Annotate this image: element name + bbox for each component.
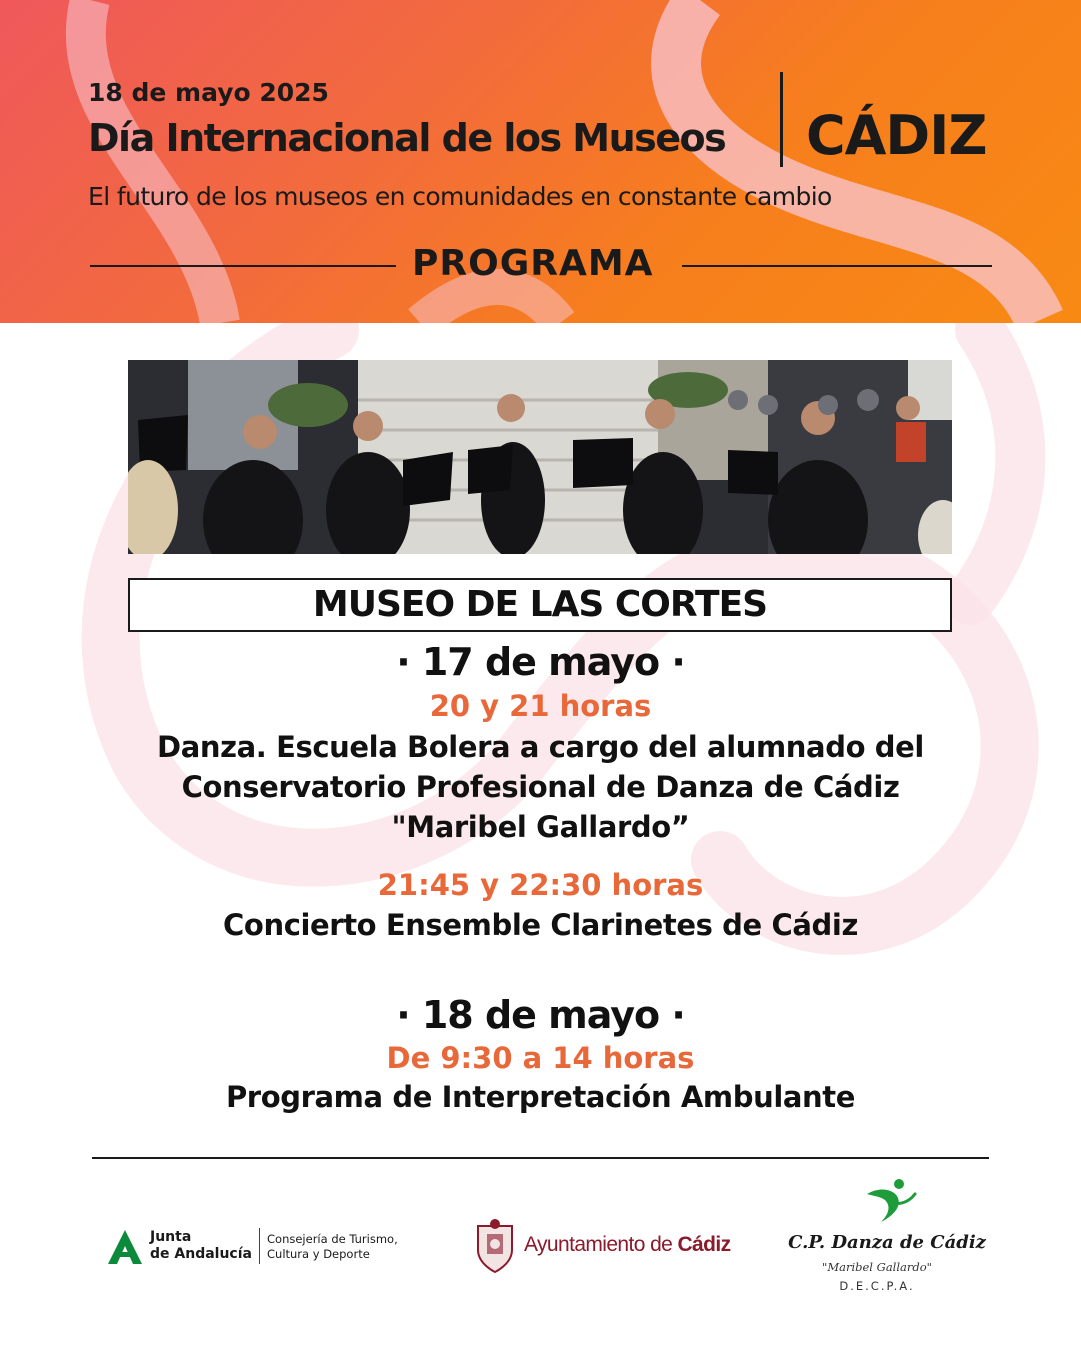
programa-heading: PROGRAMA bbox=[412, 243, 654, 284]
cp-danza-acronym: D.E.C.P.A. bbox=[839, 1279, 915, 1293]
day-heading: · 17 de mayo · bbox=[396, 640, 685, 684]
event-date: 18 de mayo 2025 bbox=[88, 78, 329, 107]
page-subtitle: El futuro de los museos en comunidades en constante cambio bbox=[88, 182, 832, 211]
day-heading: · 18 de mayo · bbox=[396, 993, 685, 1037]
event-time: De 9:30 a 14 horas bbox=[386, 1041, 695, 1075]
junta-name: de Andalucía bbox=[150, 1246, 252, 1262]
event-description: "Maribel Gallardo” bbox=[391, 810, 690, 844]
consejeria-label: Consejería de Turismo, bbox=[267, 1232, 398, 1246]
junta-andalucia-logo bbox=[106, 1228, 406, 1268]
city-name: CÁDIZ bbox=[806, 104, 987, 167]
event-time: 20 y 21 horas bbox=[429, 689, 652, 723]
title-divider bbox=[780, 72, 783, 167]
junta-divider bbox=[259, 1228, 260, 1264]
ayuntamiento-name: Ayuntamiento de Cádiz bbox=[524, 1233, 731, 1256]
event-description: Programa de Interpretación Ambulante bbox=[225, 1080, 856, 1114]
programa-rule-right bbox=[682, 265, 992, 267]
event-description: Concierto Ensemble Clarinetes de Cádiz bbox=[223, 908, 858, 942]
ayuntamiento-cadiz-logo bbox=[472, 1218, 742, 1274]
event-description: Conservatorio Profesional de Danza de Cádiz bbox=[181, 770, 900, 804]
cp-danza-name: C.P. Danza de Cádiz bbox=[788, 1232, 986, 1253]
footer-divider bbox=[92, 1157, 989, 1159]
dancer-icon bbox=[859, 1176, 919, 1228]
event-time: 21:45 y 22:30 horas bbox=[377, 868, 704, 902]
coat-of-arms-icon bbox=[472, 1218, 518, 1274]
cp-danza-logo bbox=[787, 1176, 987, 1300]
clarinet-ensemble-photo bbox=[128, 360, 952, 554]
event-description: Danza. Escuela Bolera a cargo del alumnado del bbox=[157, 730, 924, 764]
junta-name: Junta bbox=[150, 1229, 192, 1245]
programa-rule-left bbox=[90, 265, 396, 267]
junta-andalucia-icon bbox=[106, 1228, 144, 1266]
venue-title: MUSEO DE LAS CORTES bbox=[128, 578, 952, 632]
page-title: Día Internacional de los Museos bbox=[88, 116, 726, 160]
header-banner bbox=[0, 0, 1081, 323]
consejeria-label: Cultura y Deporte bbox=[267, 1247, 370, 1261]
cp-danza-subtitle: "Maribel Gallardo" bbox=[822, 1260, 932, 1274]
